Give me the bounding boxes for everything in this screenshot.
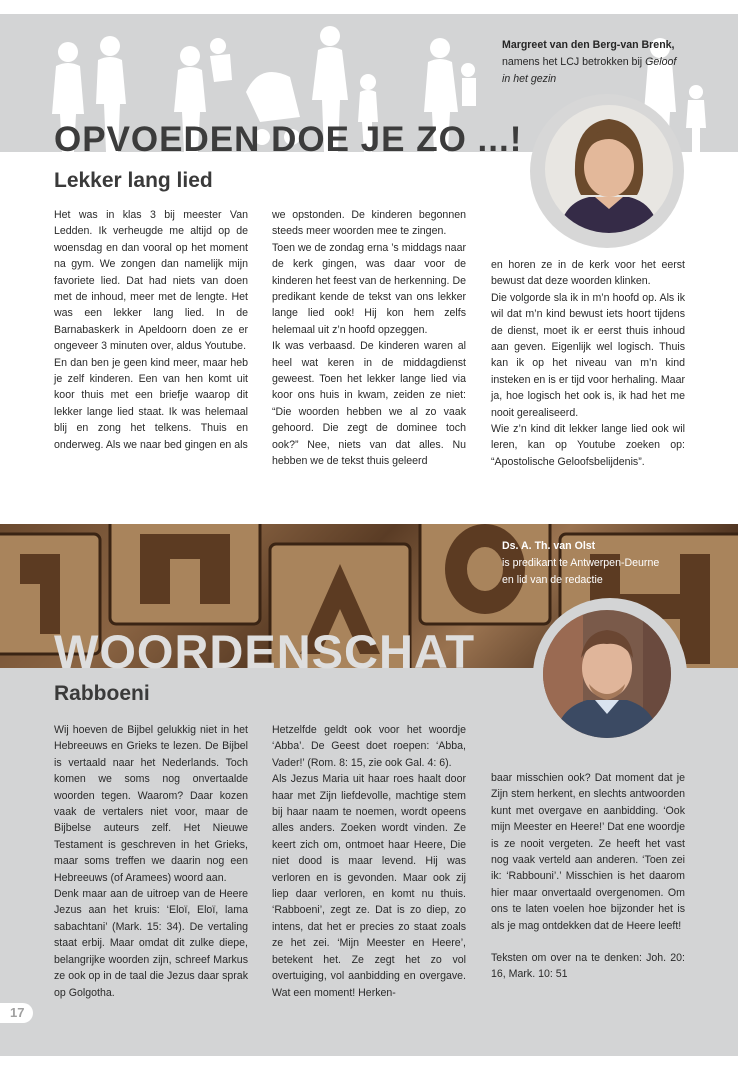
article2-column-2 bbox=[272, 722, 466, 1001]
article1-column-3 bbox=[491, 257, 685, 470]
author-role-2: en lid van de redactie bbox=[502, 574, 603, 586]
article1-subtitle: Lekker lang lied bbox=[54, 169, 213, 192]
paragraph: Het was in klas 3 bij meester Van Ledden. Ik verheugde me altijd op de woensdag en dan vooral op het moment na gym. We zongen dan namelijk mijn favoriete lied. Dat had niets van doen met de inhoud, meer met de lengte. Het was een lekker lang lied. In de Barnabaskerk in Apeldoorn doen ze er ongeveer 3 minuten over, aldus Youtube. bbox=[54, 209, 248, 353]
author-role: is predikant te Antwerpen-Deurne bbox=[502, 557, 660, 569]
author-role-italic: Geloof bbox=[645, 56, 677, 68]
article2-column-1 bbox=[54, 722, 248, 1001]
paragraph: en horen ze in de kerk voor het eerst bewust dat deze woorden klinken. bbox=[491, 259, 685, 288]
paragraph: Ik was verbaasd. De kinderen waren al heel wat keren in de middagdienst geweest. Toen het lekker lange lied via koor ons huis in kwam, zeiden ze niet: “Die woorden hebben we al zo vaak gehoord. Die zegt de dominee toch ook?” Nee, niets van dat alles. Nu hebben we de tekst thuis geleerd bbox=[272, 340, 466, 468]
article1-column-2 bbox=[272, 207, 466, 470]
paragraph: Toen we de zondag erna ’s middags naar de kerk gingen, was daar voor de kinderen het feest van de herkenning. De predikant kende de tekst van ons lekker lange lied ook! Hij kon hem zelfs helemaal uit z’n hoofd opzeggen. bbox=[272, 241, 466, 336]
article1-title: OPVOEDEN DOE JE ZO ...! bbox=[54, 120, 523, 159]
author-name: Margreet van den Berg-van Brenk, bbox=[502, 39, 675, 51]
article2-author-credit bbox=[502, 538, 702, 589]
page-number: 17 bbox=[0, 1003, 33, 1023]
paragraph: baar misschien ook? Dat moment dat je Zijn stem herkent, en slechts antwoorden kunt met overgave en aanbidding. ‘Ook mijn Meester en Heere!’ Dat ene woordje is ze nooit vergeten. Ze heeft het vast nog vaak verteld aan anderen. ‘Toen zei ik: ‘Rabbouni’.’ Misschien is het daarom hier maar onvertaald overgenomen. Om ons te laten voelen hoe bijzonder het is als je mag ontdekken dat de Heere leeft! bbox=[491, 772, 685, 932]
author-photo-margreet bbox=[545, 105, 673, 233]
paragraph: we opstonden. De kinderen begonnen steeds meer woorden mee te zingen. bbox=[272, 209, 466, 238]
author-role-italic-2: in het gezin bbox=[502, 73, 557, 85]
article2-title: WOORDENSCHAT bbox=[54, 625, 476, 678]
author-photo-van-olst bbox=[543, 610, 671, 738]
paragraph: En dan ben je geen kind meer, maar heb je zelf kinderen. Een van hen komt uit koor thuis met een briefje waarop dit lekker lange lied staat. Ik was helemaal blij en zong het telkens. Thuis en onderweg. Als we naar bed gingen en als bbox=[54, 356, 248, 451]
author-name: Ds. A. Th. van Olst bbox=[502, 540, 596, 552]
article2-subtitle: Rabboeni bbox=[54, 682, 150, 705]
paragraph: Wie z’n kind dit lekker lange lied ook wil leren, kan op Youtube zoeken op: “Apostolische Geloofsbelijdenis”. bbox=[491, 423, 685, 468]
paragraph: Als Jezus Maria uit haar roes haalt door haar met Zijn liefdevolle, machtige stem bij haar naam te noemen, wordt opeens alles anders. Zoeken wordt vinden. Ze keert zich om, ontmoet haar Heere, Die niet dood is maar levend. Hij was verloren en is gevonden. Maar ook zij liep daar verloren, en komt nu thuis. ‘Rabboeni’, zegt ze. Dat is zo diep, zo intens, dat het er precies zo staat zoals ze het zei. ‘Mijn Meester en Heere’, betekent het. Ze zegt het zo vol overtuiging, vol aanbidding en overgave. Wat een moment! Herken- bbox=[272, 773, 466, 999]
article1-column-1 bbox=[54, 207, 248, 453]
article1-author-credit bbox=[502, 37, 702, 88]
paragraph: Wij hoeven de Bijbel gelukkig niet in het Hebreeuws en Grieks te lezen. De Bijbel is vertaald naar het Nederlands. Toch komen we soms nog onvertaalde woorden tegen. Waarom? Daar kozen vaak de vertalers niet voor, maar de Bijbelse auteurs zelf. Het Nieuwe Testament is geschreven in het Grieks, maar soms treffen we daarin nog een Hebreeuws (of Aramees) woord aan. bbox=[54, 724, 248, 884]
author-role: namens het LCJ betrokken bij bbox=[502, 56, 643, 68]
paragraph: Denk maar aan de uitroep van de Heere Jezus aan het kruis: ‘Eloï, Eloï, lama sabachtani’ (Mark. 15: 34). De vertaling staat erbij. Maar omdat dit zulke diepe, belangrijke woorden zijn, schreef Markus ze ook op in de taal die Jezus daar sprak op Golgotha. bbox=[54, 888, 248, 999]
article2-column-3 bbox=[491, 770, 685, 983]
paragraph: Die volgorde sla ik in m’n hoofd op. Als ik wil dat m’n kind bewust iets hoort tijdens de dienst, moet ik er eerst thuis inhoud aan geven. Eigenlijk wel logisch. Thuis kan ik op het niveau van m’n kind insteken en is er tijd voor herhaling. Maar ja, hoe logisch het ook is, ik had het me nooit gerealiseerd. bbox=[491, 291, 685, 419]
paragraph: Teksten om over na te denken: Joh. 20: 16, Mark. 10: 51 bbox=[491, 952, 685, 981]
paragraph: Hetzelfde geldt ook voor het woordje ‘Abba’. De Geest doet roepen: ‘Abba, Vader!’ (Rom. 8: 15, zie ook Gal. 4: 6). bbox=[272, 724, 466, 769]
